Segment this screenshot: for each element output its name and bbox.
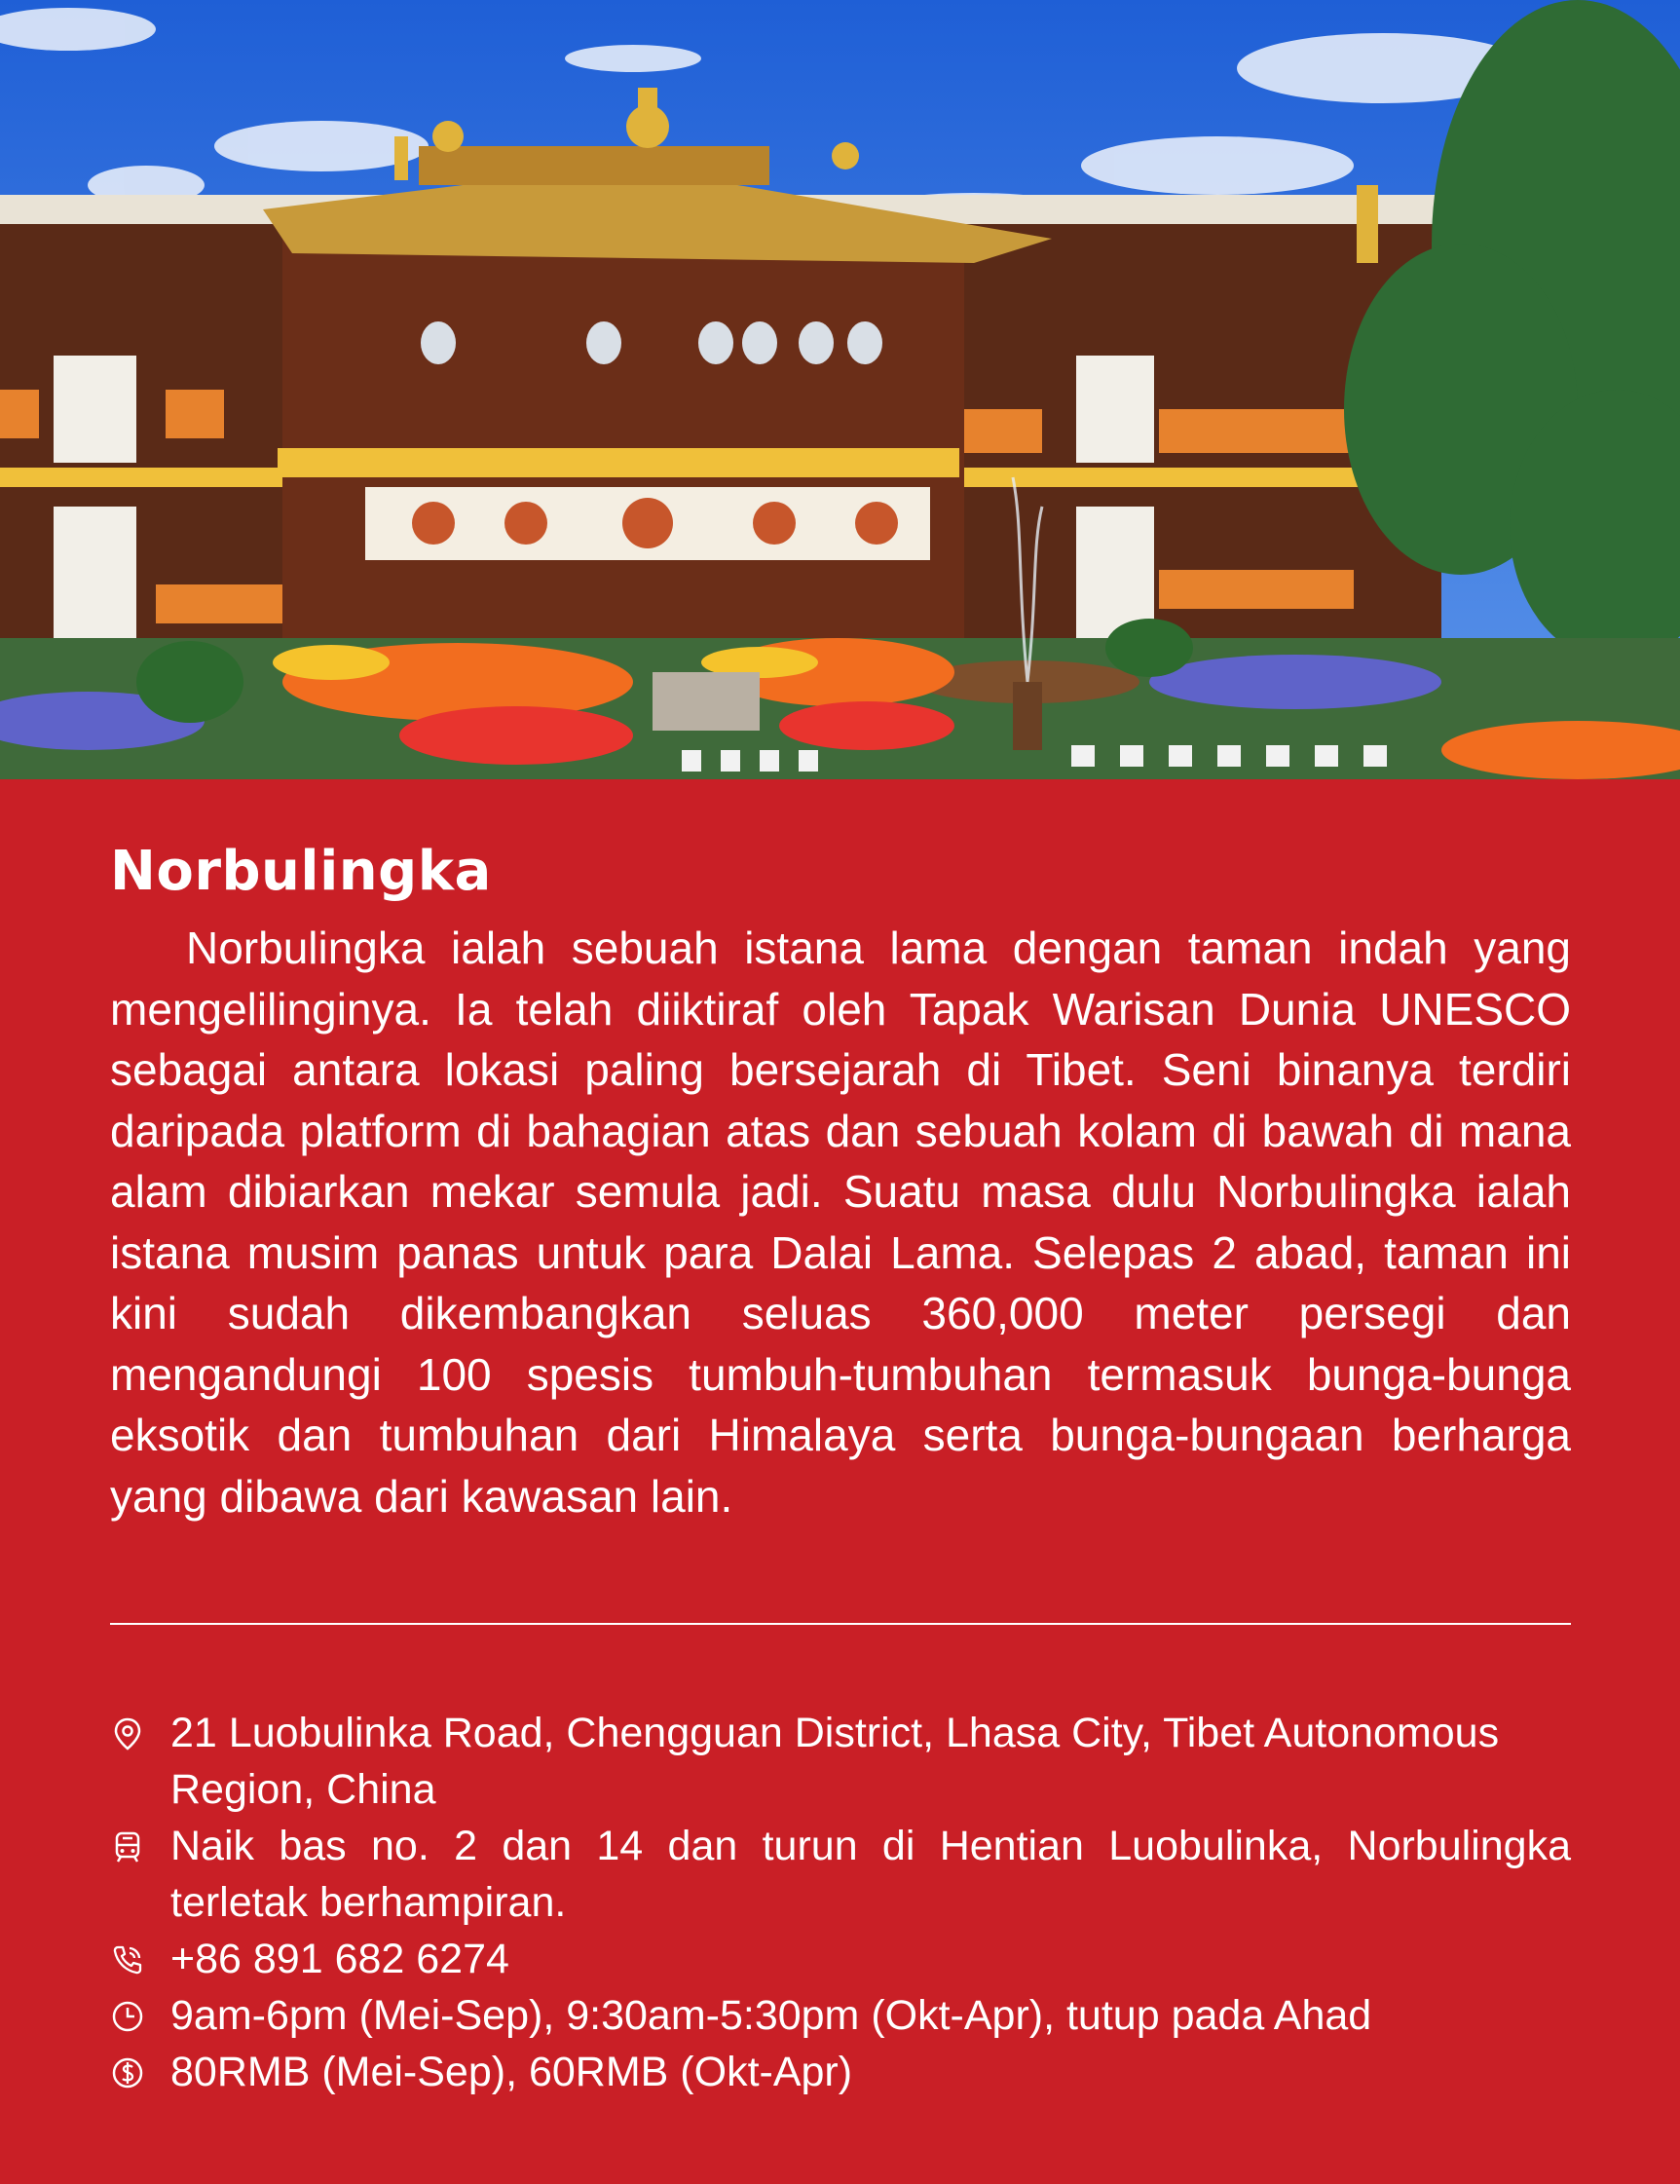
info-hours xyxy=(110,1987,1571,2044)
info-list xyxy=(110,1705,1571,2100)
clock-icon xyxy=(110,1999,145,2034)
info-transport xyxy=(110,1818,1571,1931)
place-title: Norbulingka xyxy=(110,840,492,903)
phone-icon xyxy=(110,1942,145,1977)
transport-text: Naik bas no. 2 dan 14 dan turun di Hentian Luobulinka, Norbulingka terletak berhampiran. xyxy=(170,1823,1571,1926)
hours-text: 9am-6pm (Mei-Sep), 9:30am-5:30pm (Okt-Apr), tutup pada Ahad xyxy=(170,1992,1372,2039)
divider xyxy=(110,1623,1571,1625)
info-price xyxy=(110,2044,1571,2100)
price-text: 80RMB (Mei-Sep), 60RMB (Okt-Apr) xyxy=(170,2049,853,2095)
address-text: 21 Luobulinka Road, Chengguan District, Lhasa City, Tibet Autonomous Region, China xyxy=(170,1710,1500,1813)
info-phone xyxy=(110,1931,1571,1987)
dollar-icon xyxy=(110,2055,145,2090)
location-pin-icon xyxy=(110,1716,145,1751)
content-panel xyxy=(0,779,1680,2184)
bus-icon xyxy=(110,1829,145,1864)
info-address xyxy=(110,1705,1571,1818)
place-description: Norbulingka ialah sebuah istana lama dengan taman indah yang mengelilinginya. Ia telah diiktiraf oleh Tapak Warisan Dunia UNESCO sebagai antara lokasi paling bersejarah di Tibet. Seni binanya terdiri daripada platform di bahagian atas dan sebuah kolam di bawah di mana alam dibiarkan mekar semula jadi. Suatu masa dulu Norbulingka ialah istana musim panas untuk para Dalai Lama. Selepas 2 abad, taman ini kini sudah dikembangkan seluas 360,000 meter persegi dan mengandungi 100 spesis tumbuh-tumbuhan termasuk bunga-bunga eksotik dan tumbuhan dari Himalaya serta bunga-bungaan berharga yang dibawa dari kawasan lain. xyxy=(110,923,1571,1522)
phone-text: +86 891 682 6274 xyxy=(170,1936,509,1982)
hero-photo-norbulingka-palace xyxy=(0,0,1680,779)
